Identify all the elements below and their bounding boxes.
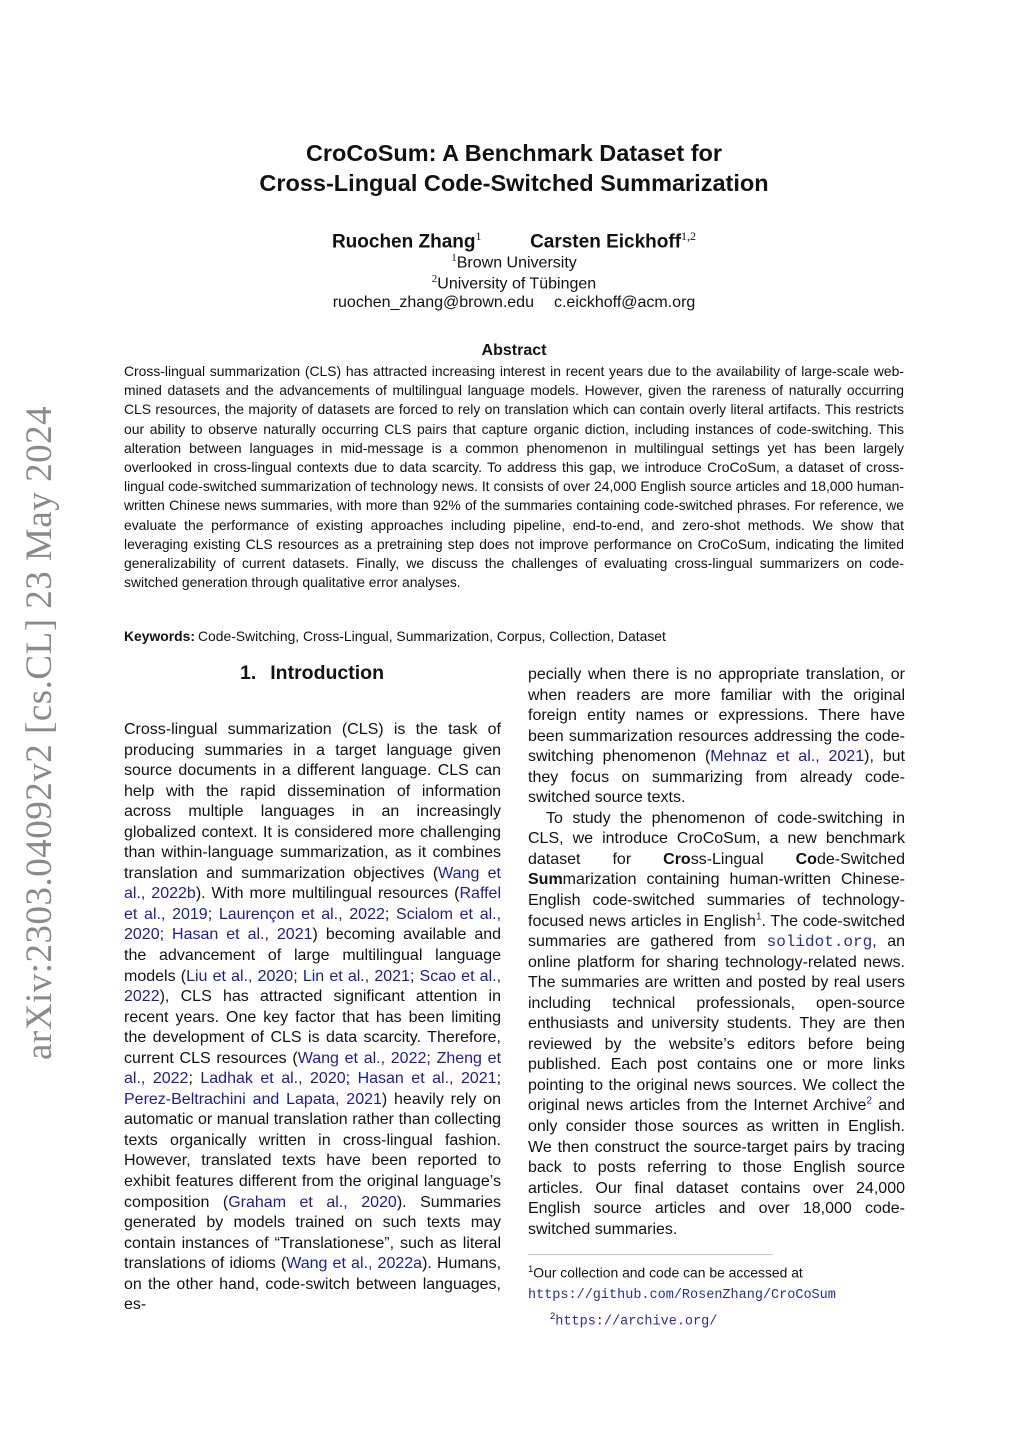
author-2: Carsten Eickhoff [530, 231, 682, 253]
affiliation-2 [124, 273, 904, 293]
keywords [124, 628, 904, 644]
citation-link[interactable]: Wang et al., 2022a [286, 1255, 423, 1273]
archive-link[interactable]: https://archive.org/ [555, 1314, 718, 1330]
footnote-2-number: 2 [550, 1310, 556, 1322]
abstract-text: Cross-lingual summarization (CLS) has attracted increasing interest in recent years due to the availability of large-scale web-mined datasets and the advancements of multilingual language models. However, given the rareness of naturally occurring CLS resources, the majority of datasets are forced to rely on translation which can contain overly literal artifacts. This restricts our ability to observe naturally occurring CLS pairs that capture organic diction, including instances of code-switching. This alteration between languages in mid-message is a common phenomenon in multilingual settings yet has been largely overlooked in cross-lingual contexts due to data scarcity. To address this gap, we introduce CroCoSum, a dataset of cross-lingual code-switched summarization of technology news. It consists of over 24,000 English source articles and 18,000 human-written Chinese news summaries, with more than 92% of the summaries containing code-switched phrases. For reference, we evaluate the performance of existing approaches including pipeline, end-to-end, and zero-shot methods. We show that leveraging existing CLS resources as a pretraining step does not improve performance on CroCoSum, indicating the limited generalizability of current datasets. Finally, we discuss the challenges of evaluating cross-lingual summarizers on code-switched generation through qualitative error analyses. [124, 363, 904, 591]
author-1: Ruochen Zhang [331, 231, 476, 253]
citation-link[interactable]: Laurençon et al., 2022 [218, 905, 385, 923]
affiliation-2-mark: 2 [431, 273, 438, 285]
footnote-1: $^1$Our collection and code can be accessed at https://github.com/RosenZhang/CroCoSum [528, 1264, 836, 1304]
citation-link[interactable]: Lin et al., 2021 [302, 967, 410, 985]
affiliation-1 [124, 252, 904, 272]
paper-title [124, 138, 904, 198]
affiliation-1-name: Brown University [456, 254, 577, 272]
abstract-heading: Abstract [481, 342, 547, 359]
intro-paragraph-1-continued: pecially when there is no appropriate translation, or when readers are more familiar with the original foreign entity names or expressions. There have been summarization resources addressing the code-switching phenomenon (Mehnaz et al., 2021), but they focus on summarizing from already code-switched source texts. [528, 666, 905, 807]
authors [124, 229, 904, 253]
footnotes [528, 1260, 908, 1333]
citation-link[interactable]: Hasan et al., 2021 [172, 926, 313, 944]
footnote-2-marker[interactable]: 2 [866, 1096, 872, 1108]
author-1-affil-mark: 1 [475, 229, 482, 243]
citation-link[interactable]: Wang et al., 2022b [124, 864, 501, 903]
email-1[interactable]: ruochen_zhang@brown.edu [332, 294, 534, 311]
right-column [528, 665, 905, 1240]
footnote-divider [528, 1254, 773, 1255]
keywords-label: Keywords: [124, 628, 196, 644]
citation-link[interactable]: Scao et al., 2022 [124, 967, 502, 1006]
section-title: Introduction [270, 662, 384, 684]
citation-link[interactable]: Zheng et al., 2022 [124, 1049, 502, 1088]
citation-link[interactable]: Raffel et al., 2019 [124, 885, 502, 923]
keywords-list: Code-Switching, Cross-Lingual, Summarization, Corpus, Collection, Dataset [198, 628, 666, 644]
footnote-1-number: 1 [528, 1264, 534, 1275]
footnote-1-marker[interactable]: 1 [755, 911, 762, 923]
intro-paragraph-2: To study the phenomenon of code-switching in CLS, we introduce CroCoSum, a new benchmark dataset for Cross-Lingual Code-Switched Summarization containing human-written Chinese-English code-switched summaries of technology-focused news articles in English$^1$. The code-switched summaries are gathered from solidot.org, an online platform for sharing technology-related news. The summaries are written and posted by real users including technical professionals, open-source enthusiasts and university students. They are then reviewed by the website’s editors before being published. Each post contains one or more links pointing to the original news sources. We collect the original news articles from the Internet Archive$^2$ and only consider those sources as written in English. We then construct the source-target pairs by tracing back to posts referring to those English source articles. Our final dataset contains over 24,000 English source articles and over 18,000 code-switched summaries. [528, 809, 906, 1238]
citation-link[interactable]: Hasan et al., 2021 [357, 1070, 497, 1088]
citation-link[interactable]: Scialom et al., 2020 [124, 905, 502, 944]
citation-link[interactable]: Liu et al., 2020 [186, 967, 294, 985]
author-emails [124, 294, 904, 312]
solidot-link[interactable]: solidot.org [766, 933, 873, 952]
email-2[interactable]: c.eickhoff@acm.org [553, 294, 696, 311]
title-line-1: CroCoSum: A Benchmark Dataset for [305, 140, 723, 166]
section-heading [124, 662, 500, 685]
arxiv-identifier: arXiv:2303.04092v2 [cs.CL] 23 May 2024 [19, 405, 60, 1060]
intro-paragraph-1: Cross-lingual summarization (CLS) is the task of producing summaries in a target language given source documents in a different language. CLS can help with the rapid dissemination of information across multiple languages in an increasingly globalized context. It is considered more challenging than within-language summarization, as it combines translation and summarization objectives (Wang et al., 2022b). With more multilingual resources (Raffel et al., 2019; Laurençon et al., 2022; Scialom et al., 2020; Hasan et al., 2021) becoming available and the advancement of large multilingual language models (Liu et al., 2020; Lin et al., 2021; Scao et al., 2022), CLS has attracted significant attention in recent years. One key factor that has been limiting the development of CLS is data scarcity. Therefore, current CLS resources (Wang et al., 2022; Zheng et al., 2022; Ladhak et al., 2020; Hasan et al., 2021; Perez-Beltrachini and Lapata, 2021) heavily rely on automatic or manual translation rather than collecting texts organically written in cross-lingual fashion. However, translated texts have been reported to exhibit features different from the original language’s composition (Graham et al., 2020). Summaries generated by models trained on such texts may contain instances of “Translationese”, such as literal translations of idioms (Wang et al., 2022a). Humans, on the other hand, code-switch between languages, es- [124, 721, 502, 1314]
affiliation-2-name: University of Tübingen [437, 275, 597, 293]
citation-link[interactable]: Perez-Beltrachini and Lapata, 2021 [124, 1090, 382, 1108]
citation-link[interactable]: Mehnaz et al., 2021 [710, 748, 865, 766]
affiliation-1-mark: 1 [451, 252, 457, 264]
citation-link[interactable]: Ladhak et al., 2020 [200, 1070, 346, 1088]
author-2-affil-mark: 1,2 [681, 229, 697, 243]
github-link[interactable]: https://github.com/RosenZhang/CroCoSum [528, 1288, 836, 1304]
section-number: 1. [240, 662, 257, 684]
left-column [124, 720, 501, 1316]
title-line-2: Cross-Lingual Code-Switched Summarization [259, 170, 769, 196]
citation-link[interactable]: Graham et al., 2020 [228, 1193, 397, 1211]
citation-link[interactable]: Wang et al., 2022 [297, 1049, 427, 1067]
footnote-2 [528, 1307, 908, 1333]
